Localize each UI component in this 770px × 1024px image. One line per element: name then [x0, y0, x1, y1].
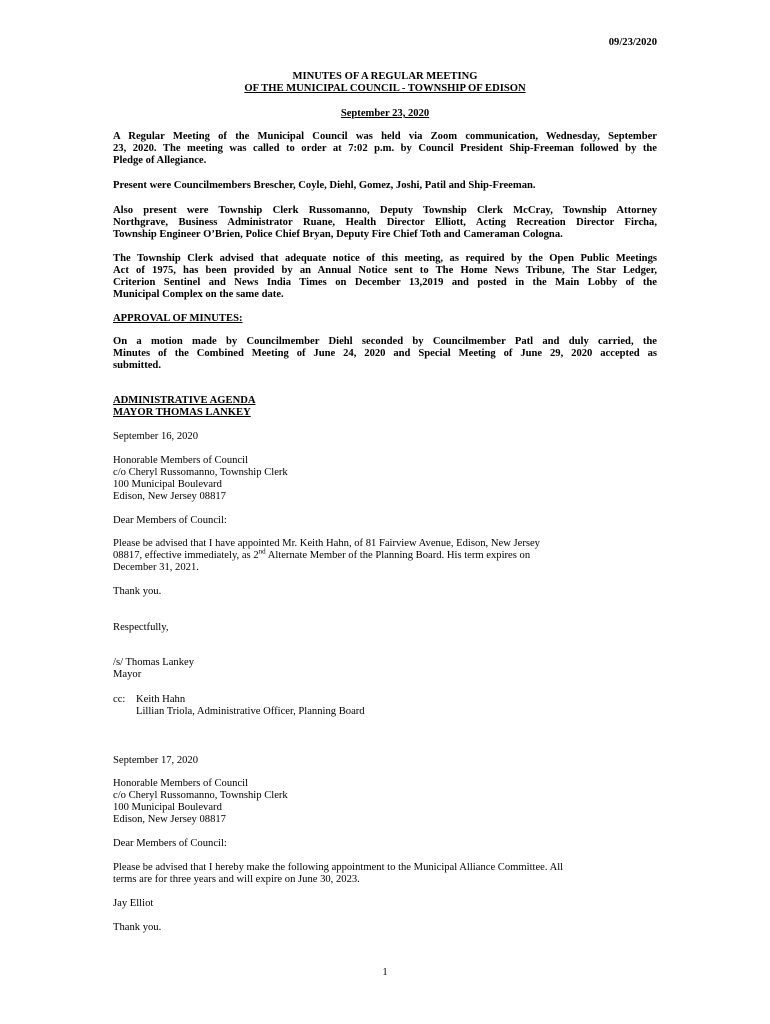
ordinal-suffix: nd: [258, 547, 266, 556]
cc-recipient: Keith Hahn: [136, 694, 186, 705]
intro-line: Pledge of Allegiance.: [113, 155, 207, 166]
letter1-signature: /s/ Thomas Lankey: [113, 657, 195, 668]
letter2-salutation: Dear Members of Council:: [113, 838, 227, 849]
approval-heading: APPROVAL OF MINUTES:: [113, 313, 243, 324]
letter2-body-line: Please be advised that I hereby make the following appointment to the Municipal Alliance Committee. All: [113, 862, 564, 873]
intro-line: A Regular Meeting of the Municipal Council was held via Zoom communication, Wednesday, September: [113, 131, 657, 142]
header-date: 09/23/2020: [608, 37, 657, 48]
notice-line: Act of 1975, has been provided by an Annual Notice sent to The Home News Tribune, The Star Ledger,: [113, 265, 657, 276]
present-line: Present were Councilmembers Brescher, Coyle, Diehl, Gomez, Joshi, Patil and Ship-Freeman.: [113, 180, 536, 191]
notice-line: Municipal Complex on the same date.: [113, 289, 284, 300]
letter1-body-line: 08817, effective immediately, as 2nd Alternate Member of the Planning Board. His term expires on: [113, 547, 531, 561]
letter2-address-line: Edison, New Jersey 08817: [113, 814, 226, 825]
letter1-body-line: Please be advised that I have appointed Mr. Keith Hahn, of 81 Fairview Avenue, Edison, New Jersey: [113, 538, 540, 549]
letter1-date: September 16, 2020: [113, 431, 199, 442]
mayor-heading: MAYOR THOMAS LANKEY: [113, 407, 251, 418]
also-present-line: Also present were Township Clerk Russomanno, Deputy Township Clerk McCray, Township Attorney: [113, 205, 657, 216]
letter2-date: September 17, 2020: [113, 755, 199, 766]
letter1-address-line: c/o Cheryl Russomanno, Township Clerk: [113, 467, 288, 478]
letter2-thanks: Thank you.: [113, 922, 162, 933]
also-present-line: Northgrave, Business Administrator Ruane, Health Director Elliott, Acting Recreation Director Fircha,: [113, 217, 657, 228]
letter2-address-line: c/o Cheryl Russomanno, Township Clerk: [113, 790, 288, 801]
admin-agenda-heading: ADMINISTRATIVE AGENDA: [113, 395, 256, 406]
page-number: 1: [382, 967, 388, 978]
letter2-address-line: 100 Municipal Boulevard: [113, 802, 222, 813]
notice-line: The Township Clerk advised that adequate notice of this meeting, as required by the Open Public Meetings: [113, 253, 657, 264]
letter1-closing: Respectfully,: [113, 622, 169, 633]
meeting-date: September 23, 2020: [340, 108, 430, 119]
also-present-line: Township Engineer O’Brien, Police Chief Bryan, Deputy Fire Chief Toth and Cameraman Cologna.: [113, 229, 563, 240]
cc-recipient: Lillian Triola, Administrative Officer, Planning Board: [136, 706, 365, 717]
title-line-2: OF THE MUNICIPAL COUNCIL - TOWNSHIP OF EDISON: [244, 83, 526, 94]
approval-line: submitted.: [113, 360, 161, 371]
letter2-body-line: terms are for three years and will expire on June 30, 2023.: [113, 874, 360, 885]
letter1-salutation: Dear Members of Council:: [113, 515, 227, 526]
letter2-appointee: Jay Elliot: [113, 898, 154, 909]
letter2-address-line: Honorable Members of Council: [113, 778, 249, 789]
title-line-1: MINUTES OF A REGULAR MEETING: [292, 71, 478, 82]
letter1-address-line: Edison, New Jersey 08817: [113, 491, 226, 502]
letter1-address-line: Honorable Members of Council: [113, 455, 249, 466]
approval-line: Minutes of the Combined Meeting of June 24, 2020 and Special Meeting of June 29, 2020 accepted as: [113, 348, 657, 359]
approval-line: On a motion made by Councilmember Diehl seconded by Councilmember Patl and duly carried, the: [113, 336, 657, 347]
notice-line: Criterion Sentinel and News India Times on December 13,2019 and posted in the Main Lobby of the: [113, 277, 657, 288]
intro-line: 23, 2020. The meeting was called to order at 7:02 p.m. by Council President Ship-Freeman followed by the: [113, 143, 657, 154]
cc-label: cc:: [113, 694, 126, 705]
letter1-thanks: Thank you.: [113, 586, 162, 597]
letter1-signer-title: Mayor: [113, 669, 142, 680]
letter1-address-line: 100 Municipal Boulevard: [113, 479, 222, 490]
letter1-body-line: December 31, 2021.: [113, 562, 199, 573]
